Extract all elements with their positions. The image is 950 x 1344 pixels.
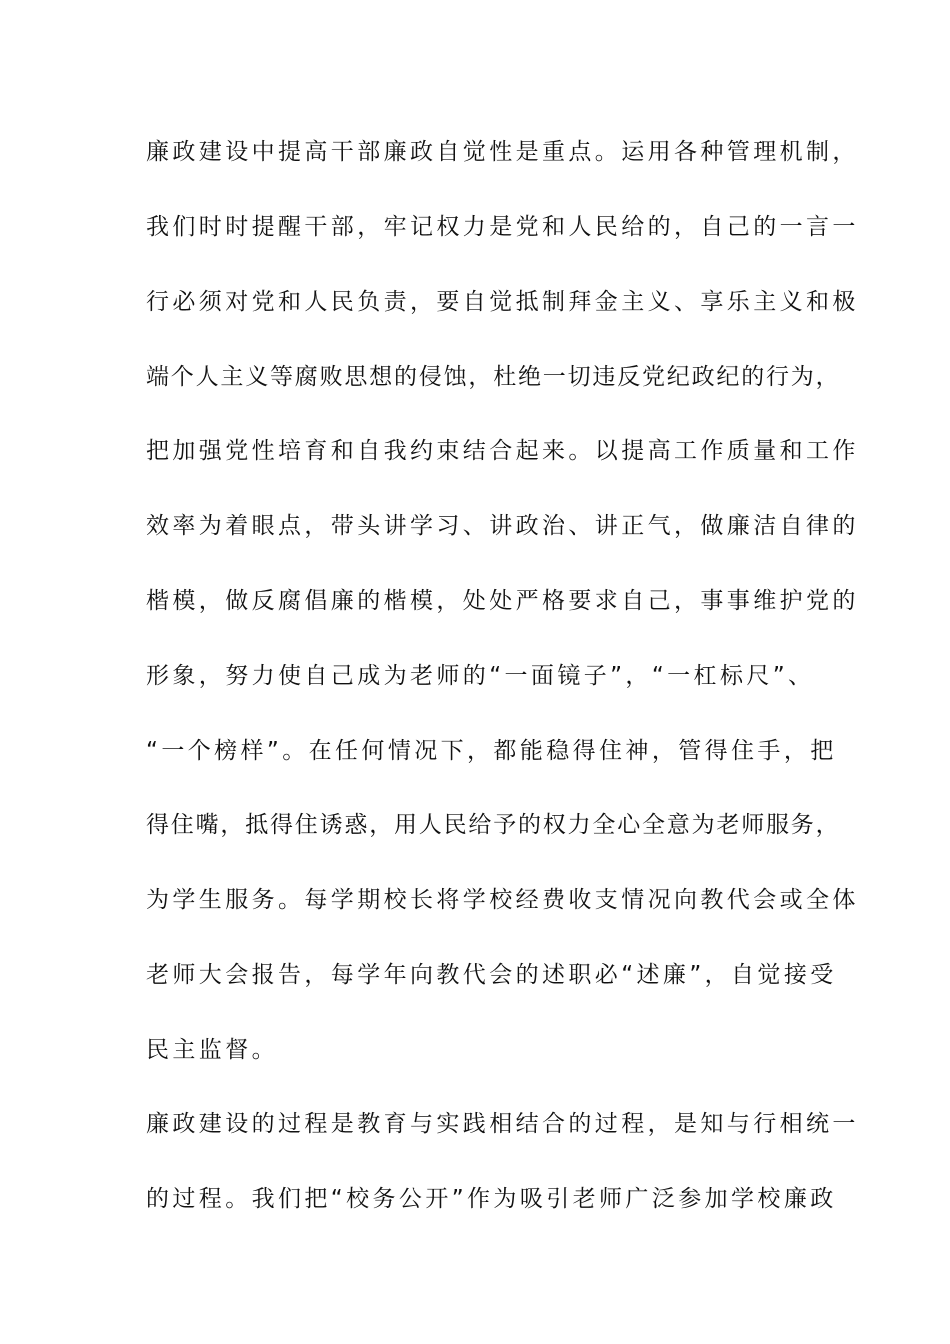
text-line: 廉政建设的过程是教育与实践相结合的过程，是知与行相统一	[146, 1111, 859, 1137]
text-line: 我们时时提醒干部，牢记权力是党和人民给的，自己的一言一	[146, 214, 859, 240]
text-line: 民主监督。	[146, 1037, 278, 1063]
text-line: 端个人主义等腐败思想的侵蚀，杜绝一切违反党纪政纪的行为，	[146, 364, 841, 390]
text-line: 廉政建设中提高干部廉政自觉性是重点。运用各种管理机制，	[146, 139, 859, 165]
text-line: 为学生服务。每学期校长将学校经费收支情况向教代会或全体	[146, 887, 859, 913]
text-line: “一个榜样”。在任何情况下，都能稳得住神，管得住手，把	[146, 738, 837, 764]
text-line: 形象，努力使自己成为老师的“一面镜子”，“一杠标尺”、	[146, 663, 815, 689]
text-line: 楷模，做反腐倡廉的楷模，处处严格要求自己，事事维护党的	[146, 588, 859, 614]
text-line: 把加强党性培育和自我约束结合起来。以提高工作质量和工作	[146, 438, 859, 464]
text-line: 效率为着眼点，带头讲学习、讲政治、讲正气，做廉洁自律的	[146, 513, 859, 539]
text-line: 得住嘴，抵得住诱惑，用人民给予的权力全心全意为老师服务，	[146, 812, 841, 838]
text-line: 的过程。我们把“校务公开”作为吸引老师广泛参加学校廉政	[146, 1186, 837, 1212]
text-line: 行必须对党和人民负责，要自觉抵制拜金主义、享乐主义和极	[146, 289, 859, 315]
text-line: 老师大会报告，每学年向教代会的述职必“述廉”，自觉接受	[146, 962, 837, 988]
